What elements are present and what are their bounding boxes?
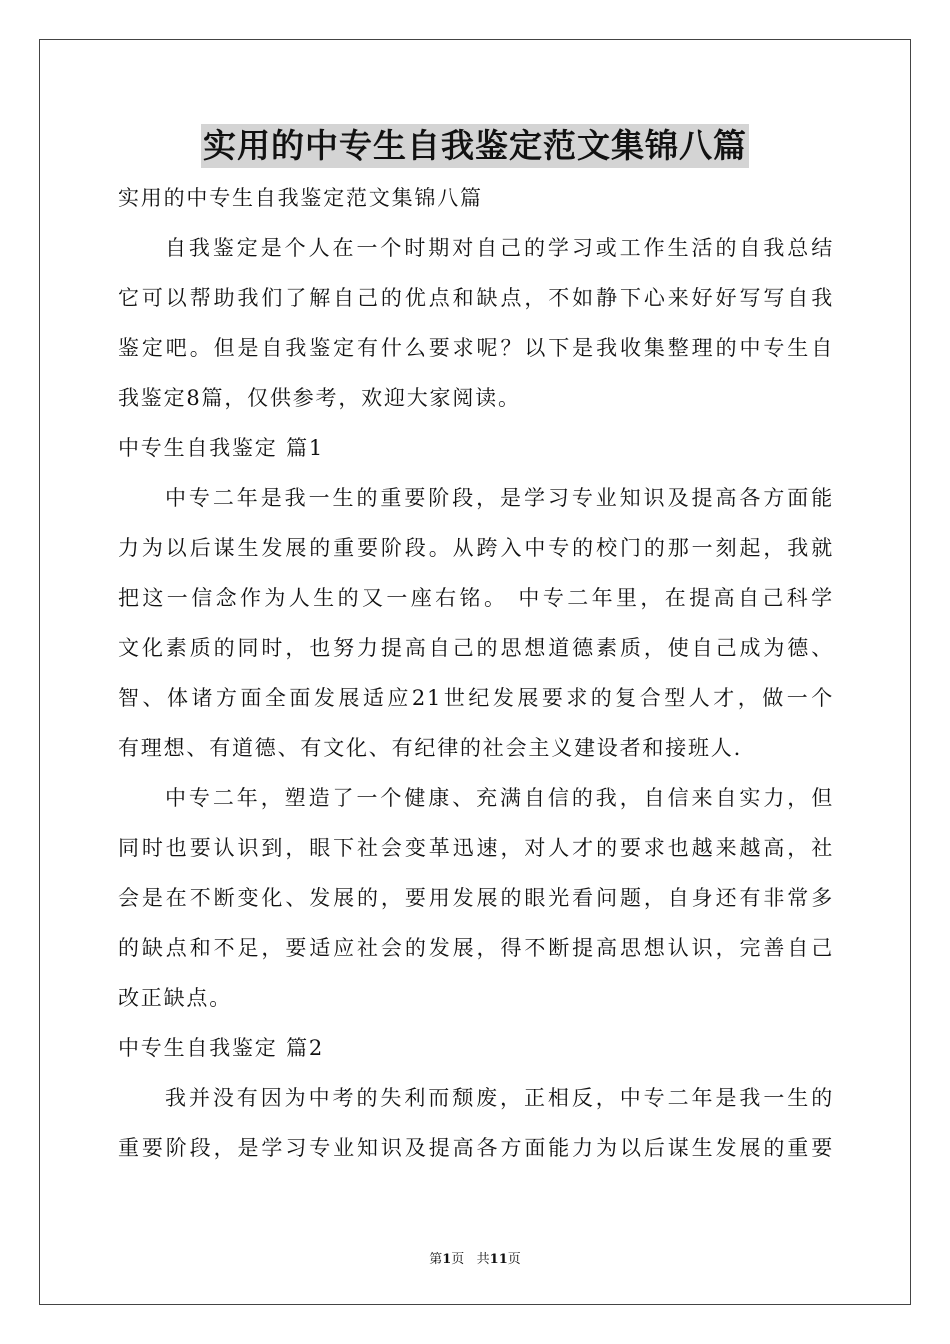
paragraph-line: 鉴定吧。但是自我鉴定有什么要求呢？以下是我收集整理的中专生自: [118, 336, 834, 360]
paragraph-line: 力为以后谋生发展的重要阶段。从跨入中专的校门的那一刻起，我就: [118, 536, 834, 560]
document-title-text: 实用的中专生自我鉴定范文集锦八篇: [201, 124, 749, 168]
paragraph-line: 智、体诸方面全面发展适应21世纪发展要求的复合型人才，做一个: [118, 686, 834, 710]
paragraph-line: 文化素质的同时，也努力提高自己的思想道德素质，使自己成为德、: [118, 636, 834, 660]
paragraph-line: 自我鉴定是个人在一个时期对自己的学习或工作生活的自我总结: [165, 236, 834, 260]
page-border: [39, 39, 911, 1305]
paragraph-line: 中专二年是我一生的重要阶段，是学习专业知识及提高各方面能: [165, 486, 834, 510]
page-footer: [0, 1248, 950, 1267]
paragraph-line: 把这一信念作为人生的又一座右铭。 中专二年里，在提高自己科学: [118, 586, 834, 610]
document-title: [0, 124, 950, 168]
paragraph-line: 它可以帮助我们了解自己的优点和缺点，不如静下心来好好写写自我: [118, 286, 834, 310]
footer-suffix: 页: [507, 1252, 521, 1267]
footer-total-pages: 11: [489, 1252, 508, 1267]
paragraph-line: 我并没有因为中考的失利而颓废，正相反，中专二年是我一生的: [165, 1086, 834, 1110]
paragraph-line: 中专二年，塑造了一个健康、充满自信的我，自信来自实力，但: [165, 786, 834, 810]
subtitle-line: 实用的中专生自我鉴定范文集锦八篇: [118, 186, 483, 210]
paragraph-line: 同时也要认识到，眼下社会变革迅速，对人才的要求也越来越高，社: [118, 836, 834, 860]
section-heading: 中专生自我鉴定 篇2: [118, 1036, 325, 1060]
paragraph-line: 会是在不断变化、发展的，要用发展的眼光看问题，自身还有非常多: [118, 886, 834, 910]
paragraph-line: 改正缺点。: [118, 986, 232, 1010]
section-heading: 中专生自我鉴定 篇1: [118, 436, 325, 460]
paragraph-line: 的缺点和不足，要适应社会的发展，得不断提高思想认识，完善自己: [118, 936, 834, 960]
paragraph-line: 有理想、有道德、有文化、有纪律的社会主义建设者和接班人.: [118, 736, 743, 760]
paragraph-line: 我鉴定8篇，仅供参考，欢迎大家阅读。: [118, 386, 521, 410]
footer-mid: 页 共: [451, 1252, 490, 1267]
paragraph-line: 重要阶段，是学习专业知识及提高各方面能力为以后谋生发展的重要: [118, 1136, 834, 1160]
footer-page-number: 1: [442, 1252, 452, 1267]
footer-prefix: 第: [429, 1252, 443, 1267]
